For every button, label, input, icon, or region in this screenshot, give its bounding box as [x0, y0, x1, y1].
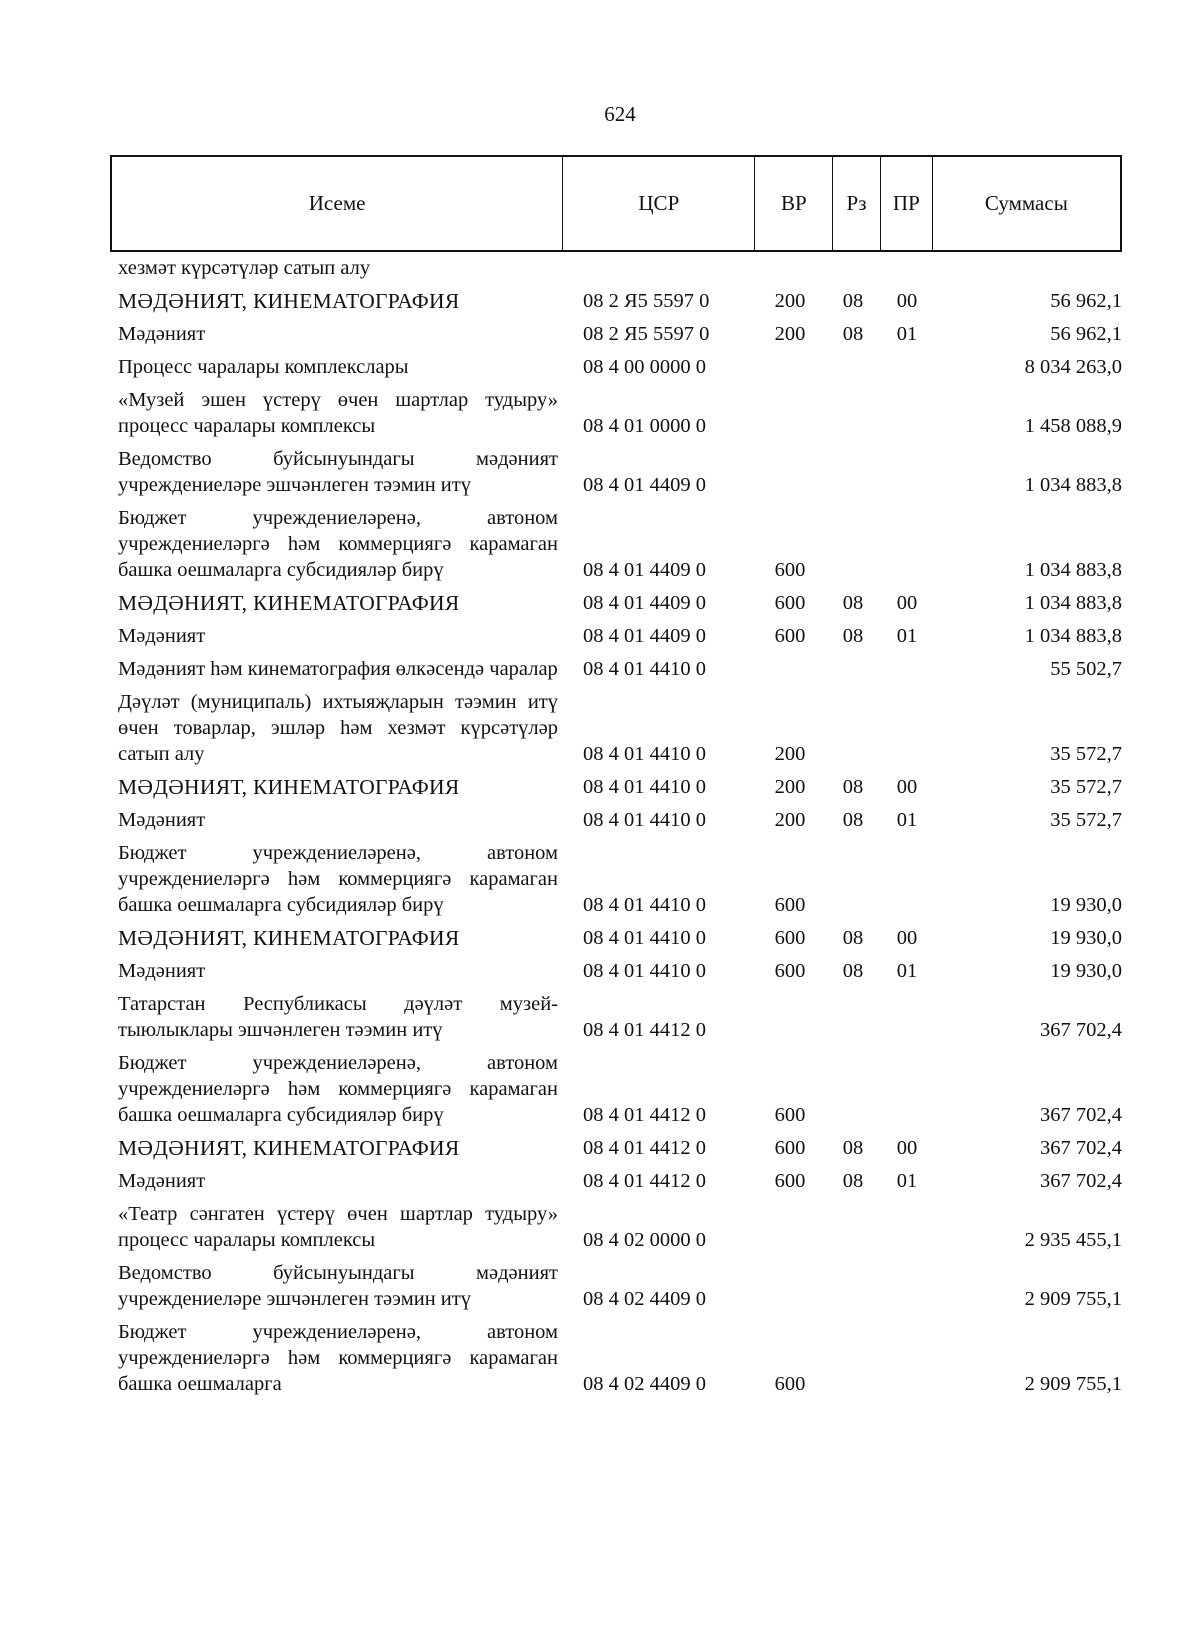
row-csr: 08 4 01 4409 0 [583, 474, 706, 496]
table-body [118, 255, 1122, 1404]
row-name: Ведомство буйсынуындагы мәдәният учреждениеләре эшчәнлеген тәэмин итү [118, 448, 558, 496]
row-sum: 35 572,7 [1050, 776, 1122, 798]
row-csr: 08 4 02 4409 0 [583, 1373, 706, 1395]
header-pr: ПР [881, 157, 933, 250]
row-csr: 08 4 01 4410 0 [583, 894, 706, 916]
table-row [118, 925, 1122, 951]
row-csr: 08 4 01 4410 0 [583, 776, 706, 798]
row-pr: 00 [896, 776, 918, 798]
row-vr: 600 [774, 1170, 806, 1192]
row-vr: 200 [774, 323, 806, 345]
row-csr: 08 4 01 4410 0 [583, 743, 706, 765]
row-csr: 08 4 02 0000 0 [583, 1229, 706, 1251]
row-rz: 08 [842, 809, 864, 831]
table-row [118, 958, 1122, 984]
row-sum: 8 034 263,0 [1024, 356, 1122, 378]
row-vr: 600 [774, 927, 806, 949]
row-csr: 08 4 01 4410 0 [583, 809, 706, 831]
row-sum: 19 930,0 [1050, 894, 1122, 916]
row-rz: 08 [842, 1137, 864, 1159]
row-name: МӘДӘНИЯТ, КИНЕМАТОГРАФИЯ [118, 1136, 460, 1160]
row-name: Мәдәният һәм кинематография өлкәсендә чаралар [118, 658, 558, 680]
table-row [118, 774, 1122, 800]
row-sum: 367 702,4 [1040, 1170, 1122, 1192]
row-name: Бюджет учреждениеләренә, автоном учреждениеләргә һәм коммерциягә карамаган башка оешмаларга субсидияләр бирү [118, 507, 558, 581]
table-row [118, 1319, 1122, 1397]
row-name: Мәдәният [118, 323, 206, 345]
header-vr: ВР [755, 157, 833, 250]
row-name: Мәдәният [118, 625, 206, 647]
table-row [118, 505, 1122, 583]
row-name: Бюджет учреждениеләренә, автоном учреждениеләргә һәм коммерциягә карамаган башка оешмаларга субсидияләр бирү [118, 1052, 558, 1126]
row-csr: 08 4 02 4409 0 [583, 1288, 706, 1310]
row-csr: 08 4 01 4410 0 [583, 960, 706, 982]
row-csr: 08 4 01 4409 0 [583, 625, 706, 647]
header-sum: Суммасы [984, 191, 1068, 215]
row-pr: 01 [896, 625, 918, 647]
row-csr: 08 4 00 0000 0 [583, 356, 706, 378]
row-csr: 08 4 01 4412 0 [583, 1104, 706, 1126]
row-sum: 35 572,7 [1050, 809, 1122, 831]
row-sum: 367 702,4 [1040, 1104, 1122, 1126]
row-sum: 2 909 755,1 [1024, 1373, 1122, 1395]
header-rz: Рз [833, 157, 881, 250]
table-row [118, 991, 1122, 1043]
row-name: Дәүләт (муниципаль) ихтыяҗларын тәэмин итү өчен товарлар, эшләр һәм хезмәт күрсәтүләр сатып алу [118, 691, 558, 765]
row-sum: 1 034 883,8 [1024, 625, 1122, 647]
row-vr: 200 [774, 743, 806, 765]
row-rz: 08 [842, 1170, 864, 1192]
table-row [118, 1050, 1122, 1128]
table-row [118, 1260, 1122, 1312]
row-name: Бюджет учреждениеләренә, автоном учреждениеләргә һәм коммерциягә карамаган башка оешмаларга субсидияләр бирү [118, 842, 558, 916]
header-csr: ЦСР [563, 157, 755, 250]
row-vr: 200 [774, 290, 806, 312]
row-sum: 56 962,1 [1050, 290, 1122, 312]
table-row [118, 590, 1122, 616]
table-row [118, 446, 1122, 498]
row-name: Мәдәният [118, 809, 206, 831]
row-csr: 08 4 01 4409 0 [583, 592, 706, 614]
row-pr: 00 [896, 592, 918, 614]
table-row [118, 288, 1122, 314]
row-csr: 08 2 Я5 5597 0 [583, 323, 710, 345]
row-csr: 08 4 01 0000 0 [583, 415, 706, 437]
row-sum: 56 962,1 [1050, 323, 1122, 345]
table-row [118, 1135, 1122, 1161]
row-rz: 08 [842, 927, 864, 949]
row-pr: 01 [896, 960, 918, 982]
row-rz: 08 [842, 776, 864, 798]
row-pr: 00 [896, 1137, 918, 1159]
row-sum: 1 034 883,8 [1024, 559, 1122, 581]
row-vr: 600 [774, 894, 806, 916]
row-name: МӘДӘНИЯТ, КИНЕМАТОГРАФИЯ [118, 926, 460, 950]
row-name: «Театр сәнгатен үстерү өчен шартлар тудыру» процесс чаралары комплексы [118, 1203, 558, 1251]
row-name: Мәдәният [118, 1170, 206, 1192]
row-vr: 600 [774, 1104, 806, 1126]
row-name: Ведомство буйсынуындагы мәдәният учреждениеләре эшчәнлеген тәэмин итү [118, 1262, 558, 1310]
row-csr: 08 4 01 4412 0 [583, 1019, 706, 1041]
table-row [118, 1201, 1122, 1253]
row-vr: 600 [774, 1373, 806, 1395]
row-pr: 01 [896, 323, 918, 345]
row-pr: 01 [896, 1170, 918, 1192]
row-vr: 200 [774, 809, 806, 831]
table-row [118, 807, 1122, 833]
row-name: МӘДӘНИЯТ, КИНЕМАТОГРАФИЯ [118, 289, 460, 313]
page-number: 624 [604, 102, 636, 126]
row-sum: 19 930,0 [1050, 960, 1122, 982]
table-row [118, 1168, 1122, 1194]
row-rz: 08 [842, 323, 864, 345]
row-sum: 19 930,0 [1050, 927, 1122, 949]
row-csr: 08 2 Я5 5597 0 [583, 290, 710, 312]
row-sum: 1 458 088,9 [1024, 415, 1122, 437]
row-csr: 08 4 01 4410 0 [583, 658, 706, 680]
row-rz: 08 [842, 290, 864, 312]
table-row [118, 656, 1122, 682]
table-row [118, 255, 1122, 281]
row-sum: 1 034 883,8 [1024, 474, 1122, 496]
table-row [118, 321, 1122, 347]
table-row [118, 623, 1122, 649]
row-rz: 08 [842, 960, 864, 982]
row-sum: 2 909 755,1 [1024, 1288, 1122, 1310]
row-pr: 00 [896, 927, 918, 949]
row-name: Татарстан Республикасы дәүләт музей-тыюлыклары эшчәнлеген тәэмин итү [118, 993, 558, 1041]
row-sum: 35 572,7 [1050, 743, 1122, 765]
row-vr: 600 [774, 559, 806, 581]
row-name: хезмәт күрсәтүләр сатып алу [118, 257, 371, 279]
row-sum: 367 702,4 [1040, 1137, 1122, 1159]
row-name: МӘДӘНИЯТ, КИНЕМАТОГРАФИЯ [118, 591, 460, 615]
row-name: Процесс чаралары комплекслары [118, 356, 409, 378]
row-vr: 600 [774, 1137, 806, 1159]
row-csr: 08 4 01 4412 0 [583, 1137, 706, 1159]
row-pr: 00 [896, 290, 918, 312]
row-sum: 1 034 883,8 [1024, 592, 1122, 614]
row-csr: 08 4 01 4410 0 [583, 927, 706, 949]
row-csr: 08 4 01 4412 0 [583, 1170, 706, 1192]
table-row [118, 689, 1122, 767]
table-row [118, 840, 1122, 918]
row-vr: 600 [774, 960, 806, 982]
row-rz: 08 [842, 625, 864, 647]
table-row [118, 387, 1122, 439]
row-sum: 367 702,4 [1040, 1019, 1122, 1041]
row-vr: 600 [774, 592, 806, 614]
row-sum: 2 935 455,1 [1024, 1229, 1122, 1251]
row-vr: 600 [774, 625, 806, 647]
row-rz: 08 [842, 592, 864, 614]
row-sum: 55 502,7 [1050, 658, 1122, 680]
row-csr: 08 4 01 4409 0 [583, 559, 706, 581]
row-name: «Музей эшен үстерү өчен шартлар тудыру» процесс чаралары комплексы [118, 389, 558, 437]
row-name: МӘДӘНИЯТ, КИНЕМАТОГРАФИЯ [118, 775, 460, 799]
row-pr: 01 [896, 809, 918, 831]
row-name: Бюджет учреждениеләренә, автоном учреждениеләргә һәм коммерциягә карамаган башка оешмаларга [118, 1321, 558, 1395]
row-vr: 200 [774, 776, 806, 798]
table-row [118, 354, 1122, 380]
row-name: Мәдәният [118, 960, 206, 982]
header-name: Исеме [112, 157, 563, 250]
table-header [110, 155, 1122, 252]
